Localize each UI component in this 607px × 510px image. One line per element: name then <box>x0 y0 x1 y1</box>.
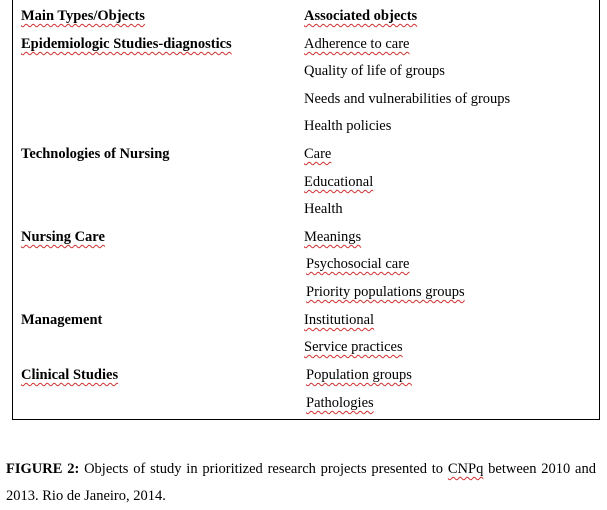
caption-acronym: CNPq <box>447 461 484 477</box>
object-quality-of-life: Quality of life of groups <box>304 63 445 79</box>
header-associated-objects: Associated objects <box>304 8 418 24</box>
type-technologies-of-nursing-text: Technologies of Nursing <box>21 146 170 162</box>
object-educational: Educational <box>304 174 374 190</box>
figure-caption <box>6 456 596 510</box>
object-health: Health <box>304 201 343 217</box>
caption-text-after: between 2010 and 2013. Rio de Janeiro, 2014. <box>6 461 596 504</box>
object-psychosocial-care: Psychosocial care <box>306 256 410 272</box>
header-main-types: Main Types/Objects <box>21 8 145 24</box>
object-institutional: Institutional <box>304 312 375 328</box>
type-nursing-care: Nursing Care <box>21 229 105 245</box>
object-priority-populations: Priority populations groups <box>306 284 465 300</box>
type-technologies-of-nursing <box>21 145 170 163</box>
object-care: Care <box>304 146 332 162</box>
figure-label: FIGURE 2: <box>6 461 80 477</box>
object-service-practices: Service practices <box>304 339 403 355</box>
object-population-groups: Population groups <box>306 367 412 383</box>
object-pathologies: Pathologies <box>306 395 374 411</box>
object-health-policies: Health policies <box>304 118 392 134</box>
caption-text-before: Objects of study in prioritized research projects presented to <box>79 461 448 477</box>
object-adherence-to-care: Adherence to care <box>304 36 410 52</box>
type-clinical-studies: Clinical Studies <box>21 367 119 383</box>
object-meanings: Meanings <box>304 229 362 245</box>
type-epidemiologic-studies: Epidemiologic Studies-diagnostics <box>21 36 232 52</box>
object-needs-vulnerabilities: Needs and vulnerabilities of groups <box>304 91 511 107</box>
type-management: Management <box>21 312 103 328</box>
